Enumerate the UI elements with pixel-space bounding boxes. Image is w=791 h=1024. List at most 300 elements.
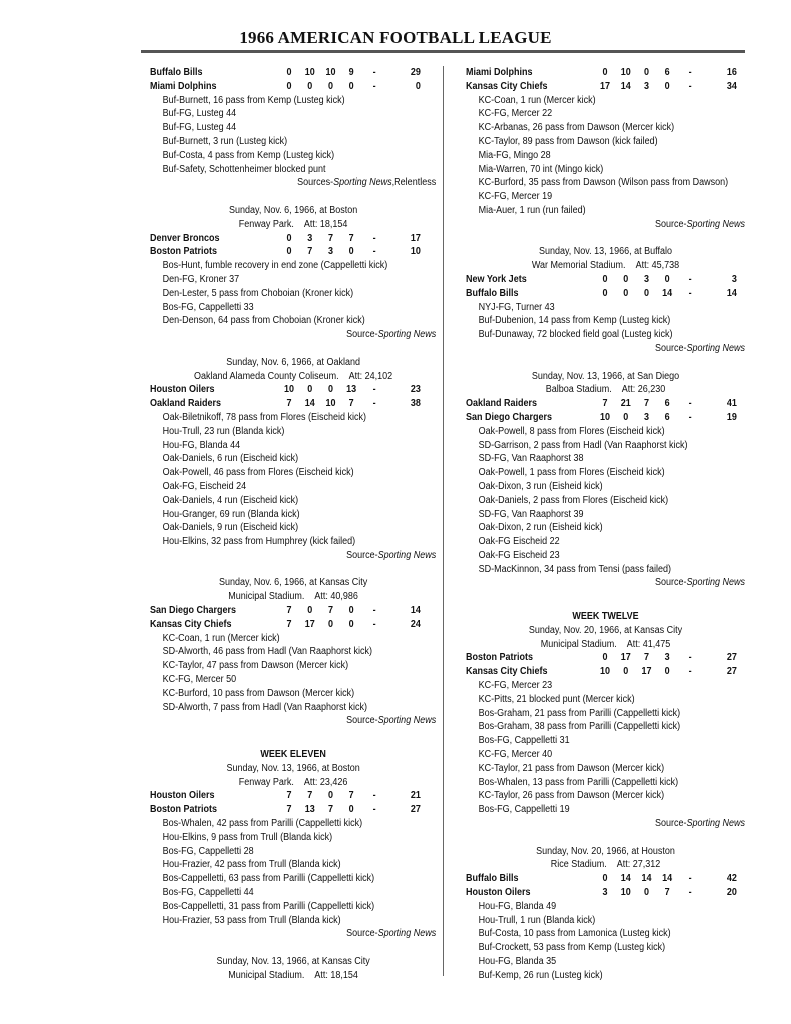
scoring-play: SD-Alworth, 46 pass from Hadl (Van Raaphorst kick) <box>162 646 373 658</box>
scoring-play: Oak-Daniels, 9 run (Eischeid kick) <box>162 522 299 534</box>
week-heading: WEEK TWELVE <box>572 611 639 623</box>
score-row <box>150 618 436 632</box>
scoring-play: KC-FG, Mercer 40 <box>478 749 553 761</box>
final-score: 19 <box>726 411 737 423</box>
game-date: Sunday, Nov. 6, 1966, at Kansas City <box>218 577 368 589</box>
scoring-play: Bos-FG, Cappelletti 28 <box>162 845 254 857</box>
attendance: Att: 24,102 <box>348 370 393 382</box>
team-name: Boston Patriots <box>150 804 218 816</box>
quarter-score: 7 <box>286 605 292 617</box>
score-row <box>150 789 436 803</box>
game-block <box>150 941 436 982</box>
scoring-play: SD-Garrison, 2 pass from Hadl (Van Raaphorst kick) <box>478 439 688 451</box>
scoring-play: Hou-FG, Blanda 44 <box>162 439 241 451</box>
venue-name: Municipal Stadium. <box>228 591 305 603</box>
game-date: Sunday, Nov. 13, 1966, at Buffalo <box>538 246 673 258</box>
scoring-play: Buf-Burnett, 16 pass from Kemp (Lusteg kick) <box>162 94 345 106</box>
quarter-score: 0 <box>643 287 649 299</box>
scoring-play: KC-Taylor, 26 pass from Dawson (Mercer kick) <box>478 790 665 802</box>
quarter-score: 0 <box>307 80 313 92</box>
quarter-score: 7 <box>348 790 354 802</box>
scoring-play: KC-Pitts, 21 blocked punt (Mercer kick) <box>478 693 635 705</box>
scoring-play: SD-FG, Van Raaphorst 38 <box>478 453 584 465</box>
scoring-play: Hou-FG, Blanda 35 <box>478 956 557 967</box>
score-row <box>150 232 436 246</box>
source-name: Sporting News <box>686 218 745 230</box>
score-dash: - <box>372 246 376 258</box>
source-prefix: Source- <box>346 549 378 561</box>
quarter-score: 0 <box>664 80 670 92</box>
team-name: Oakland Raiders <box>466 398 538 410</box>
attendance: Att: 18,154 <box>314 969 358 981</box>
quarter-score: 7 <box>664 887 670 899</box>
scoring-play: Den-Lester, 5 pass from Choboian (Kroner kick) <box>162 287 354 299</box>
scoring-play: KC-Burford, 10 pass from Dawson (Mercer kick) <box>162 687 355 699</box>
week-heading: WEEK ELEVEN <box>260 749 326 761</box>
quarter-score: 0 <box>348 804 354 816</box>
team-name: Denver Broncos <box>150 232 220 244</box>
source-prefix: Sources- <box>297 177 334 189</box>
score-dash: - <box>372 605 376 617</box>
team-name: Oakland Raiders <box>150 398 222 410</box>
quarter-score: 0 <box>602 287 608 299</box>
game-block <box>150 190 436 342</box>
source-prefix: Source- <box>346 329 378 341</box>
quarter-score: 0 <box>327 80 333 92</box>
scoring-play: Oak-Powell, 46 pass from Flores (Eischeid kick) <box>162 467 354 479</box>
game-venue <box>150 776 436 790</box>
game-date: Sunday, Nov. 6, 1966, at Boston <box>228 204 358 216</box>
scoring-play: Bos-FG, Cappelletti 33 <box>162 301 254 313</box>
left-column <box>150 66 436 983</box>
quarter-score: 14 <box>641 873 652 885</box>
source-line <box>466 576 745 590</box>
quarter-score: 0 <box>623 666 629 678</box>
quarter-score: 0 <box>623 287 629 299</box>
quarter-score: 3 <box>307 232 313 244</box>
source-name: Sporting News <box>686 342 745 354</box>
scoring-play: Buf-Costa, 4 pass from Kemp (Lusteg kick) <box>162 149 335 161</box>
scoring-play: Oak-Dixon, 3 run (Eisheid kick) <box>478 480 603 492</box>
source-prefix: Source- <box>346 928 378 940</box>
quarter-score: 0 <box>348 618 354 630</box>
scoring-play: Oak-Daniels, 4 run (Eischeid kick) <box>162 494 299 506</box>
scoring-play: Bos-Whalen, 42 pass from Parilli (Cappelletti kick) <box>162 818 363 830</box>
score-row <box>466 665 745 679</box>
spacer <box>150 728 436 742</box>
scoring-play: Bos-Cappelletti, 31 pass from Parilli (Cappelletti kick) <box>162 900 375 912</box>
quarter-score: 0 <box>286 80 292 92</box>
scoring-play: Oak-FG Eischeid 23 <box>478 549 560 561</box>
spacer <box>466 831 745 845</box>
scoring-play: KC-Taylor, 21 pass from Dawson (Mercer kick) <box>478 762 665 774</box>
quarter-score: 0 <box>664 273 670 285</box>
score-row <box>466 397 745 411</box>
scoring-play: Buf-Burnett, 3 run (Lusteg kick) <box>162 135 288 147</box>
page-title: 1966 AMERICAN FOOTBALL LEAGUE <box>239 28 552 47</box>
quarter-score: 7 <box>643 652 649 664</box>
scoring-play: Hou-Elkins, 32 pass from Humphrey (kick failed) <box>162 536 356 548</box>
source-line <box>150 927 436 941</box>
score-dash: - <box>372 804 376 816</box>
score-row <box>150 80 436 94</box>
scoring-play: Hou-Granger, 69 run (Blanda kick) <box>162 508 300 520</box>
spacer <box>466 232 745 246</box>
quarter-score: 10 <box>284 384 295 396</box>
game-block <box>466 66 745 232</box>
game-date: Sunday, Nov. 20, 1966, at Kansas City <box>528 624 683 636</box>
quarter-score: 0 <box>623 273 629 285</box>
team-name: Kansas City Chiefs <box>150 618 232 630</box>
source-line <box>150 176 436 190</box>
scoring-play: Buf-Costa, 10 pass from Lamonica (Lusteg kick) <box>478 928 671 940</box>
scoring-play: Oak-FG Eischeid 22 <box>478 536 560 548</box>
score-row <box>466 872 745 886</box>
team-name: Kansas City Chiefs <box>466 666 548 678</box>
venue-name: Balboa Stadium. <box>545 384 612 396</box>
scoring-play: Mia-FG, Mingo 28 <box>478 149 551 161</box>
scoring-play: Bos-FG, Cappelletti 44 <box>162 887 254 899</box>
scoring-play: KC-FG, Mercer 50 <box>162 674 237 686</box>
score-row <box>466 651 745 665</box>
quarter-score: 10 <box>325 398 336 410</box>
quarter-score: 7 <box>286 618 292 630</box>
source-prefix: Source- <box>654 818 687 830</box>
final-score: 42 <box>726 873 737 885</box>
team-name: Buffalo Bills <box>466 873 519 885</box>
source-name: Sporting News <box>377 329 437 341</box>
scoring-play: Oak-Daniels, 6 run (Eischeid kick) <box>162 453 299 465</box>
score-row <box>466 287 745 301</box>
quarter-score: 0 <box>643 887 649 899</box>
score-dash: - <box>372 80 376 92</box>
source-line <box>466 218 745 232</box>
game-date: Sunday, Nov. 6, 1966, at Oakland <box>226 356 360 368</box>
scoring-play: Buf-Kemp, 26 run (Lusteg kick) <box>478 969 603 981</box>
quarter-score: 3 <box>602 887 608 899</box>
scoring-play: Hou-Trull, 23 run (Blanda kick) <box>162 425 285 437</box>
scoring-play: KC-Taylor, 89 pass from Dawson (kick failed) <box>478 135 658 147</box>
quarter-score: 0 <box>602 873 608 885</box>
attendance: Att: 26,230 <box>621 384 666 396</box>
quarter-score: 3 <box>643 80 649 92</box>
final-score: 27 <box>726 652 737 664</box>
score-dash: - <box>372 790 376 802</box>
right-column <box>466 66 745 983</box>
game-date: Sunday, Nov. 20, 1966, at Houston <box>536 845 675 857</box>
scoring-play: KC-Burford, 35 pass from Dawson (Wilson pass from Dawson) <box>478 177 729 189</box>
scoring-play: Bos-Whalen, 13 pass from Parilli (Cappelletti kick) <box>478 776 679 788</box>
attendance: Att: 27,312 <box>616 859 661 871</box>
scoring-play: SD-FG, Van Raaphorst 39 <box>478 508 584 520</box>
team-name: Buffalo Bills <box>466 287 519 299</box>
scoring-play: Oak-FG, Eischeid 24 <box>162 480 247 492</box>
quarter-score: 0 <box>623 411 629 423</box>
quarter-score: 17 <box>620 652 631 664</box>
quarter-score: 17 <box>641 666 652 678</box>
scoring-play: Den-FG, Kroner 37 <box>162 273 240 285</box>
scoring-play: NYJ-FG, Turner 43 <box>478 301 555 313</box>
score-dash: - <box>688 873 692 885</box>
score-dash: - <box>688 666 692 678</box>
game-block <box>150 342 436 563</box>
attendance: Att: 41,475 <box>626 638 671 650</box>
final-score: 38 <box>410 398 421 410</box>
scoring-play: Bos-Graham, 21 pass from Parilli (Cappelletti kick) <box>478 707 681 719</box>
team-name: Houston Oilers <box>466 887 531 899</box>
quarter-score: 21 <box>620 398 631 410</box>
attendance: Att: 40,986 <box>314 591 358 603</box>
venue-name: War Memorial Stadium. <box>531 260 626 272</box>
scoring-play: Oak-Biletnikoff, 78 pass from Flores (Eischeid kick) <box>162 411 367 423</box>
source-line <box>150 714 436 728</box>
scoring-play: KC-Coan, 1 run (Mercer kick) <box>162 632 280 644</box>
quarter-score: 13 <box>346 384 357 396</box>
quarter-score: 0 <box>348 80 354 92</box>
scoring-play: Oak-Daniels, 2 pass from Flores (Eischeid kick) <box>478 494 669 506</box>
source-suffix: ,Relentless <box>391 177 437 189</box>
team-name: New York Jets <box>466 273 527 285</box>
score-row <box>466 66 745 80</box>
quarter-score: 10 <box>600 666 611 678</box>
final-score: 41 <box>726 398 737 410</box>
final-score: 21 <box>410 790 421 802</box>
score-dash: - <box>372 398 376 410</box>
scoring-play: KC-Arbanas, 26 pass from Dawson (Mercer kick) <box>478 122 675 134</box>
score-dash: - <box>688 80 692 92</box>
quarter-score: 13 <box>304 804 315 816</box>
quarter-score: 0 <box>348 605 354 617</box>
scoring-play: KC-FG, Mercer 22 <box>478 108 553 120</box>
score-dash: - <box>688 287 692 299</box>
quarter-score: 7 <box>643 398 649 410</box>
scoring-play: Bos-FG, Cappelletti 19 <box>478 804 570 816</box>
final-score: 3 <box>731 273 737 285</box>
scoring-play: Mia-Warren, 70 int (Mingo kick) <box>478 163 604 175</box>
game-venue <box>466 638 745 652</box>
quarter-score: 10 <box>325 67 336 78</box>
scoring-play: Buf-FG, Lusteg 44 <box>162 122 237 134</box>
quarter-score: 3 <box>327 246 333 258</box>
final-score: 27 <box>410 804 421 816</box>
source-prefix: Source- <box>654 218 687 230</box>
score-row <box>150 245 436 259</box>
scoring-play: SD-Alworth, 7 pass from Hadl (Van Raaphorst kick) <box>162 701 368 713</box>
quarter-score: 0 <box>327 790 333 802</box>
score-dash: - <box>688 398 692 410</box>
team-name: Boston Patriots <box>150 246 218 258</box>
scoring-play: Bos-Cappelletti, 63 pass from Parilli (Cappelletti kick) <box>162 873 375 885</box>
attendance: Att: 23,426 <box>303 776 348 788</box>
scoring-play: Bos-Graham, 38 pass from Parilli (Cappelletti kick) <box>478 721 681 733</box>
quarter-score: 14 <box>620 873 631 885</box>
source-name: Sporting News <box>377 928 437 940</box>
quarter-score: 7 <box>327 605 333 617</box>
scoring-play: KC-Taylor, 47 pass from Dawson (Mercer kick) <box>162 660 349 672</box>
scoring-play: Oak-Dixon, 2 run (Eisheid kick) <box>478 522 603 534</box>
quarter-score: 7 <box>286 790 292 802</box>
game-block <box>150 563 436 729</box>
scoring-play: KC-FG, Mercer 23 <box>478 680 553 692</box>
score-row <box>150 397 436 411</box>
score-dash: - <box>688 411 692 423</box>
score-row <box>150 604 436 618</box>
game-venue <box>150 218 436 232</box>
score-row <box>466 273 745 287</box>
quarter-score: 10 <box>304 67 315 78</box>
quarter-score: 0 <box>643 67 649 78</box>
quarter-score: 3 <box>664 652 670 664</box>
quarter-score: 7 <box>286 398 292 410</box>
source-prefix: Source- <box>346 715 378 727</box>
quarter-score: 7 <box>307 246 313 258</box>
source-name: Sporting News <box>377 715 437 727</box>
quarter-score: 0 <box>602 273 608 285</box>
source-line <box>150 549 436 563</box>
scoring-play: Buf-Crockett, 53 pass from Kemp (Lusteg kick) <box>478 942 666 954</box>
quarter-score: 0 <box>602 652 608 664</box>
final-score: 14 <box>726 287 737 299</box>
quarter-score: 0 <box>307 384 313 396</box>
source-prefix: Source- <box>654 342 687 354</box>
score-row <box>150 66 436 80</box>
quarter-score: 0 <box>348 246 354 258</box>
scoring-play: Den-Denson, 64 pass from Choboian (Kroner kick) <box>162 315 365 327</box>
team-name: San Diego Chargers <box>150 605 237 617</box>
scoring-play: Oak-Powell, 8 pass from Flores (Eischeid kick) <box>478 425 665 437</box>
final-score: 0 <box>415 80 421 92</box>
spacer <box>150 941 436 955</box>
quarter-score: 7 <box>348 398 354 410</box>
source-prefix: Source- <box>654 577 687 589</box>
quarter-score: 3 <box>643 411 649 423</box>
quarter-score: 17 <box>600 80 611 92</box>
quarter-score: 14 <box>662 873 673 885</box>
quarter-score: 10 <box>600 411 611 423</box>
final-score: 29 <box>410 67 421 78</box>
venue-name: Municipal Stadium. <box>540 638 617 650</box>
quarter-score: 0 <box>286 67 292 78</box>
final-score: 20 <box>726 887 737 899</box>
quarter-score: 17 <box>304 618 315 630</box>
attendance: Att: 45,738 <box>635 260 680 272</box>
spacer <box>150 563 436 577</box>
venue-name: Rice Stadium. <box>550 859 607 871</box>
scoring-play: Hou-Trull, 1 run (Blanda kick) <box>478 914 596 926</box>
quarter-score: 6 <box>664 398 670 410</box>
game-block <box>466 590 745 831</box>
quarter-score: 0 <box>602 67 608 78</box>
source-name: Sporting News <box>686 577 745 589</box>
quarter-score: 10 <box>620 887 631 899</box>
quarter-score: 0 <box>286 246 292 258</box>
game-venue <box>150 590 436 604</box>
quarter-score: 7 <box>327 232 333 244</box>
score-row <box>150 803 436 817</box>
final-score: 27 <box>726 666 737 678</box>
game-venue <box>466 383 745 397</box>
team-name: Miami Dolphins <box>466 67 533 78</box>
game-venue <box>466 858 745 872</box>
spacer <box>466 356 745 370</box>
venue-name: Fenway Park. <box>238 218 294 230</box>
scoring-play: Buf-Safety, Schottenheimer blocked punt <box>162 163 326 175</box>
score-dash: - <box>372 67 376 78</box>
game-block <box>466 831 745 983</box>
final-score: 24 <box>410 618 421 630</box>
game-date: Sunday, Nov. 13, 1966, at Boston <box>226 762 360 774</box>
source-line <box>466 817 745 831</box>
column-divider <box>443 66 444 976</box>
spacer <box>466 590 745 604</box>
team-name: Boston Patriots <box>466 652 534 664</box>
quarter-score: 14 <box>304 398 315 410</box>
scoring-play: Hou-Elkins, 9 pass from Trull (Blanda kick) <box>162 831 333 843</box>
quarter-score: 14 <box>662 287 673 299</box>
quarter-score: 7 <box>348 232 354 244</box>
scoring-play: SD-MacKinnon, 34 pass from Tensi (pass failed) <box>478 563 672 575</box>
attendance: Att: 18,154 <box>303 218 348 230</box>
spacer <box>150 190 436 204</box>
quarter-score: 6 <box>664 67 670 78</box>
score-dash: - <box>372 384 376 396</box>
game-block <box>466 356 745 591</box>
scoring-play: Hou-Frazier, 53 pass from Trull (Blanda kick) <box>162 914 341 926</box>
final-score: 17 <box>410 232 421 244</box>
scoring-play: KC-Coan, 1 run (Mercer kick) <box>478 94 596 106</box>
quarter-score: 7 <box>602 398 608 410</box>
title-rule <box>141 50 745 53</box>
scoring-play: Bos-FG, Cappelletti 31 <box>478 735 570 747</box>
game-date: Sunday, Nov. 13, 1966, at Kansas City <box>216 956 370 967</box>
quarter-score: 14 <box>620 80 631 92</box>
spacer <box>150 342 436 356</box>
team-name: Buffalo Bills <box>150 67 203 78</box>
score-dash: - <box>688 273 692 285</box>
source-line <box>466 342 745 356</box>
score-row <box>466 886 745 900</box>
final-score: 10 <box>410 246 421 258</box>
game-venue <box>466 259 745 273</box>
quarter-score: 0 <box>664 666 670 678</box>
final-score: 16 <box>726 67 737 78</box>
venue-name: Fenway Park. <box>238 776 294 788</box>
venue-name: Municipal Stadium. <box>228 969 305 981</box>
team-name: San Diego Chargers <box>466 411 553 423</box>
scoring-play: KC-FG, Mercer 19 <box>478 191 553 203</box>
scoring-play: Hou-FG, Blanda 49 <box>478 900 557 912</box>
quarter-score: 10 <box>620 67 631 78</box>
quarter-score: 3 <box>643 273 649 285</box>
team-name: Houston Oilers <box>150 384 215 396</box>
source-name: Sporting News <box>333 177 392 189</box>
score-dash: - <box>688 67 692 78</box>
game-block <box>150 66 436 190</box>
game-block <box>150 728 436 941</box>
score-dash: - <box>688 887 692 899</box>
score-dash: - <box>372 618 376 630</box>
scoring-play: Buf-Dubenion, 14 pass from Kemp (Lusteg kick) <box>478 315 671 327</box>
quarter-score: 6 <box>664 411 670 423</box>
final-score: 14 <box>410 605 421 617</box>
game-venue <box>150 370 436 384</box>
score-row <box>150 383 436 397</box>
team-name: Houston Oilers <box>150 790 215 802</box>
scoring-play: Mia-Auer, 1 run (run failed) <box>478 204 586 216</box>
scoring-play: Buf-Dunaway, 72 blocked field goal (Lusteg kick) <box>478 329 673 341</box>
score-row <box>466 411 745 425</box>
quarter-score: 0 <box>327 384 333 396</box>
